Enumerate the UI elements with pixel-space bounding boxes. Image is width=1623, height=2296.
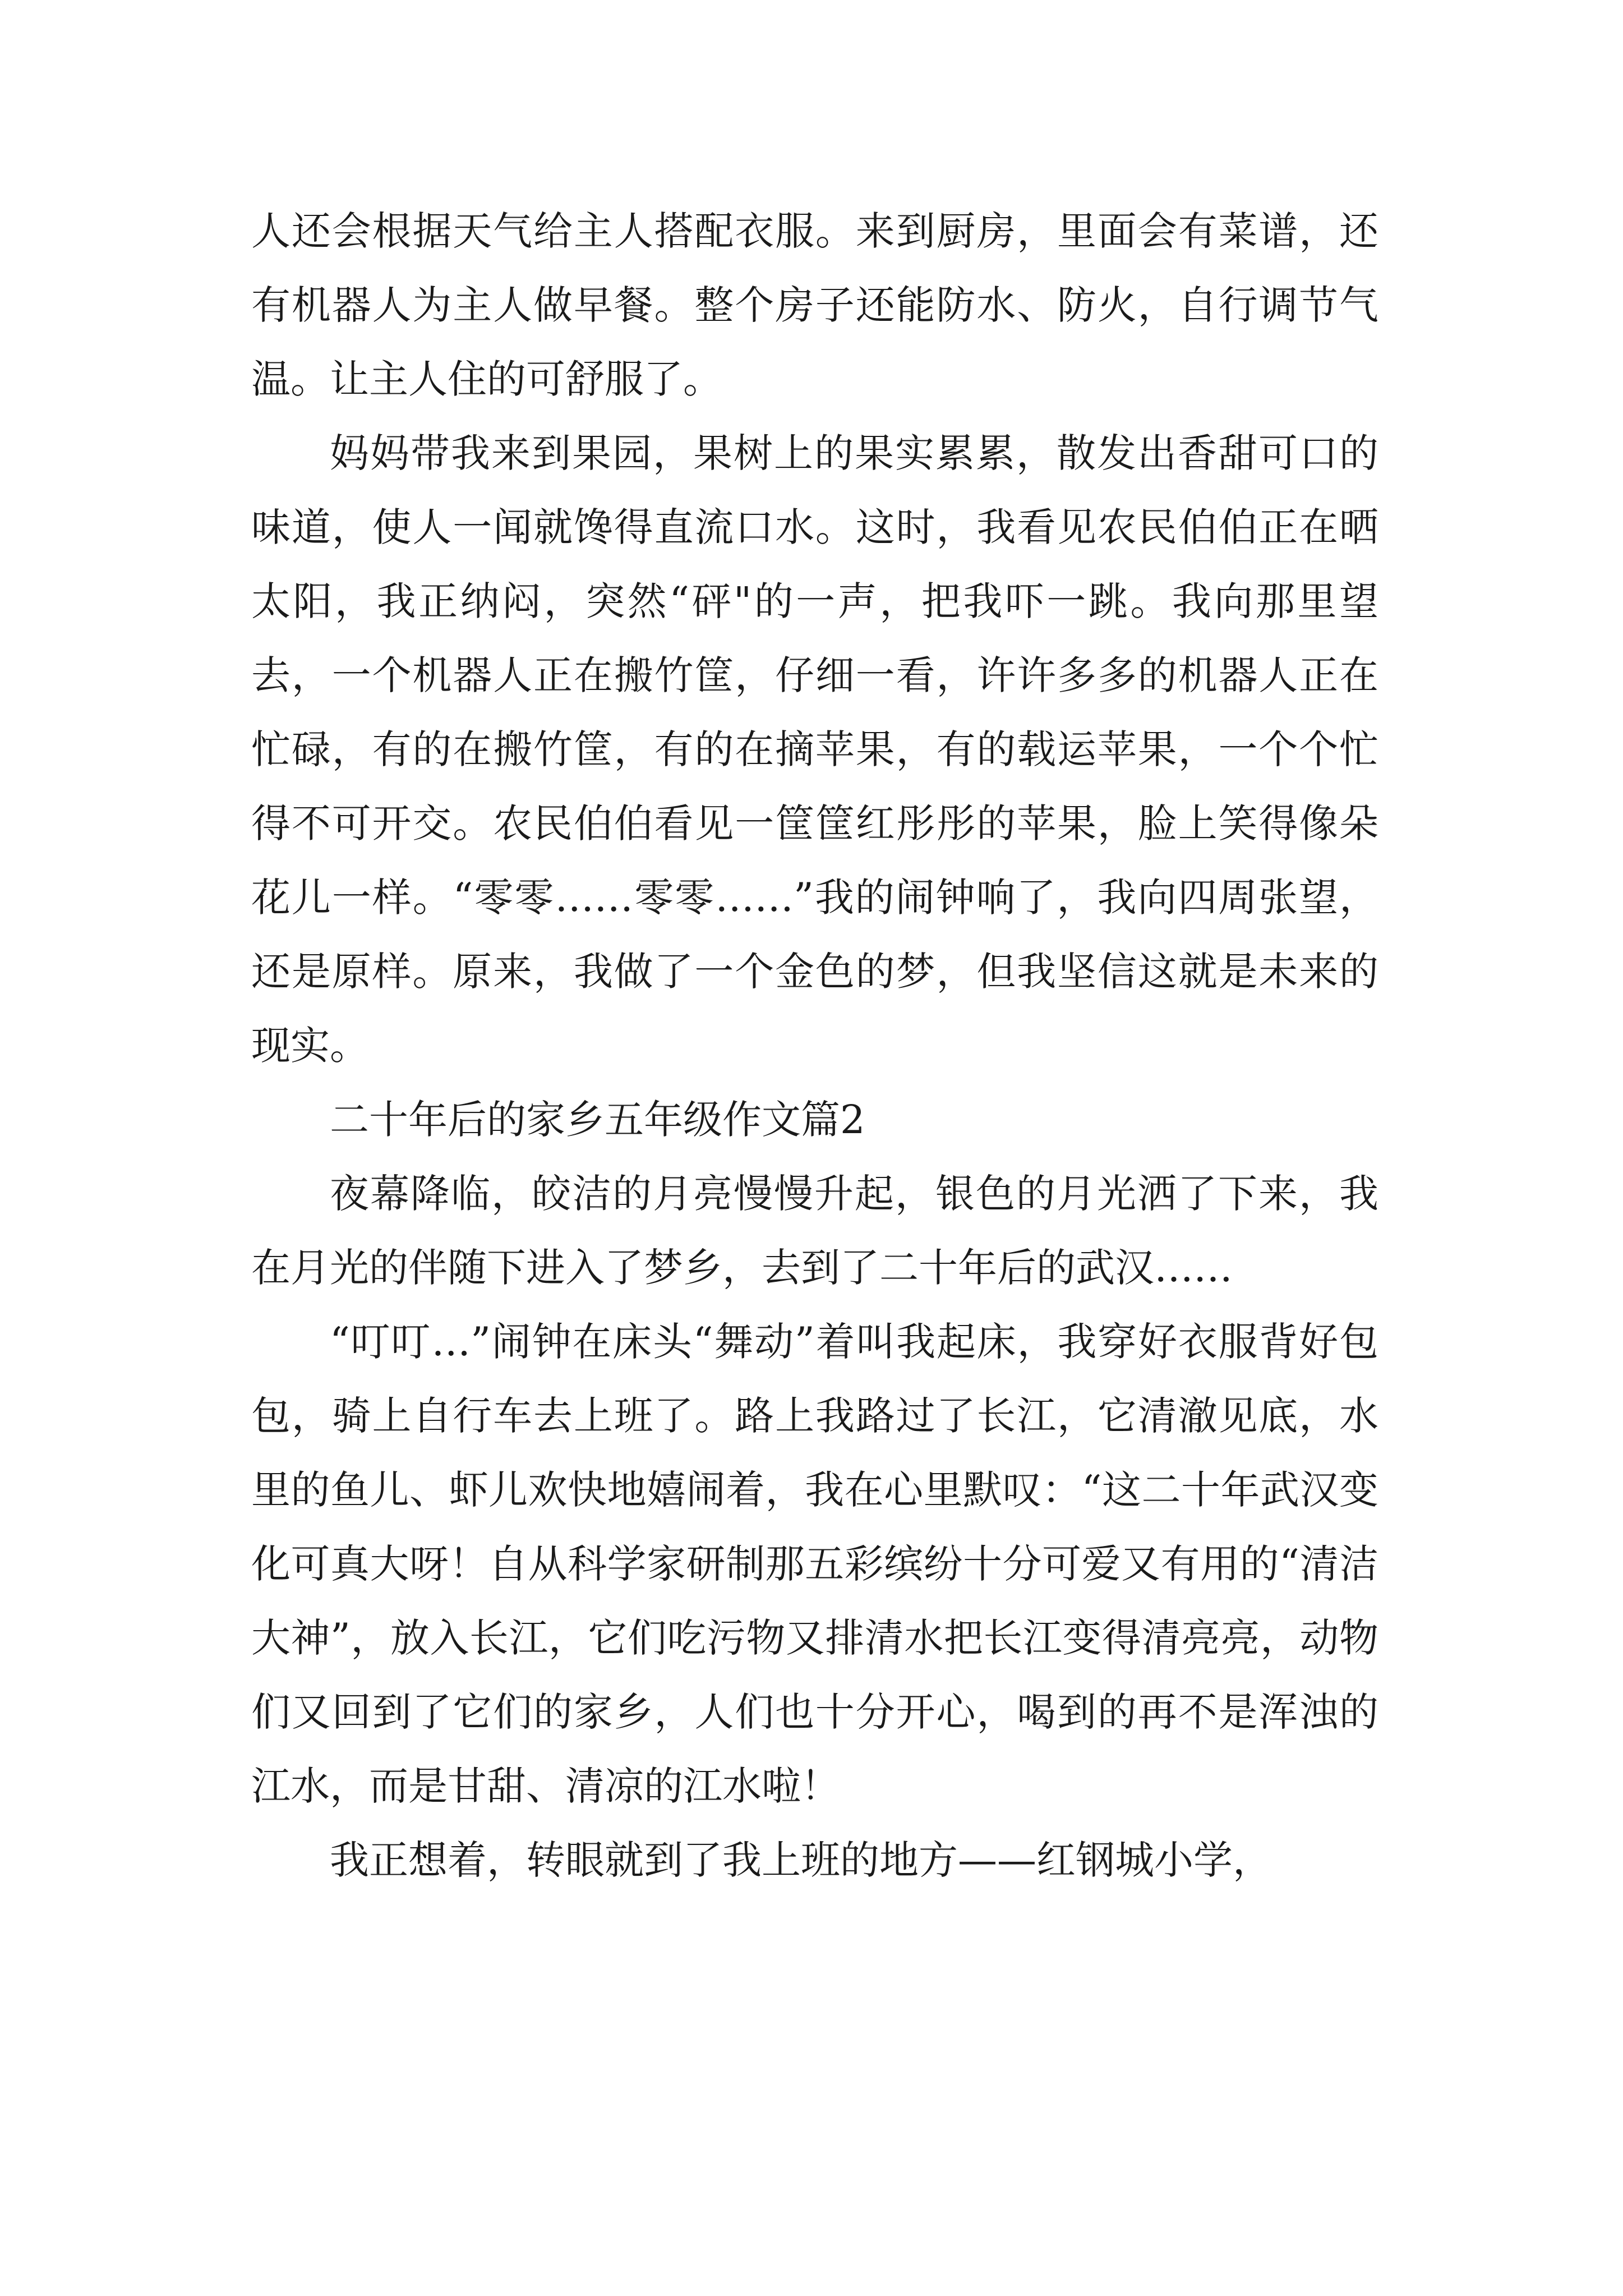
paragraph: “叮叮…”闹钟在床头“舞动”着叫我起床，我穿好衣服背好包包，骑上自行车去上班了。路上我路过了长江，它清澈见底，水里的鱼儿、虾儿欢快地嬉闹着，我在心里默叹：“这二十年武汉变化可真大呀！自从科学家研制那五彩缤纷十分可爱又有用的“清洁大神”，放入长江，它们吃污物又排清水把长江变得清亮亮，动物们又回到了它们的家乡，人们也十分开心，喝到的再不是浑浊的江水，而是甘甜、清凉的江水啦！ — [251, 1319, 1378, 1809]
section-heading: 二十年后的家乡五年级作文篇2 — [330, 1097, 865, 1143]
paragraph: 人还会根据天气给主人搭配衣服。来到厨房，里面会有菜谱，还有机器人为主人做早餐。整个房子还能防水、防火，自行调节气温。让主人住的可舒服了。 — [251, 208, 1378, 402]
document-body — [251, 194, 1378, 1897]
paragraph: 夜幕降临，皎洁的月亮慢慢升起，银色的月光洒了下来，我在月光的伴随下进入了梦乡，去到了二十年后的武汉…… — [251, 1171, 1378, 1291]
paragraph: 我正想着，转眼就到了我上班的地方——红钢城小学， — [330, 1837, 1272, 1883]
paragraph: 妈妈带我来到果园，果树上的果实累累，散发出香甜可口的味道，使人一闻就馋得直流口水。这时，我看见农民伯伯正在晒太阳，我正纳闷，突然“砰"的一声，把我吓一跳。我向那里望去，一个机器人正在搬竹筐，仔细一看，许许多多的机器人正在忙碌，有的在搬竹筐，有的在摘苹果，有的载运苹果，一个个忙得不可开交。农民伯伯看见一筐筐红彤彤的苹果，脸上笑得像朵花儿一样。“零零……零零……”我的闹钟响了，我向四周张望，还是原样。原来，我做了一个金色的梦，但我坚信这就是未来的现实。 — [251, 430, 1378, 1069]
